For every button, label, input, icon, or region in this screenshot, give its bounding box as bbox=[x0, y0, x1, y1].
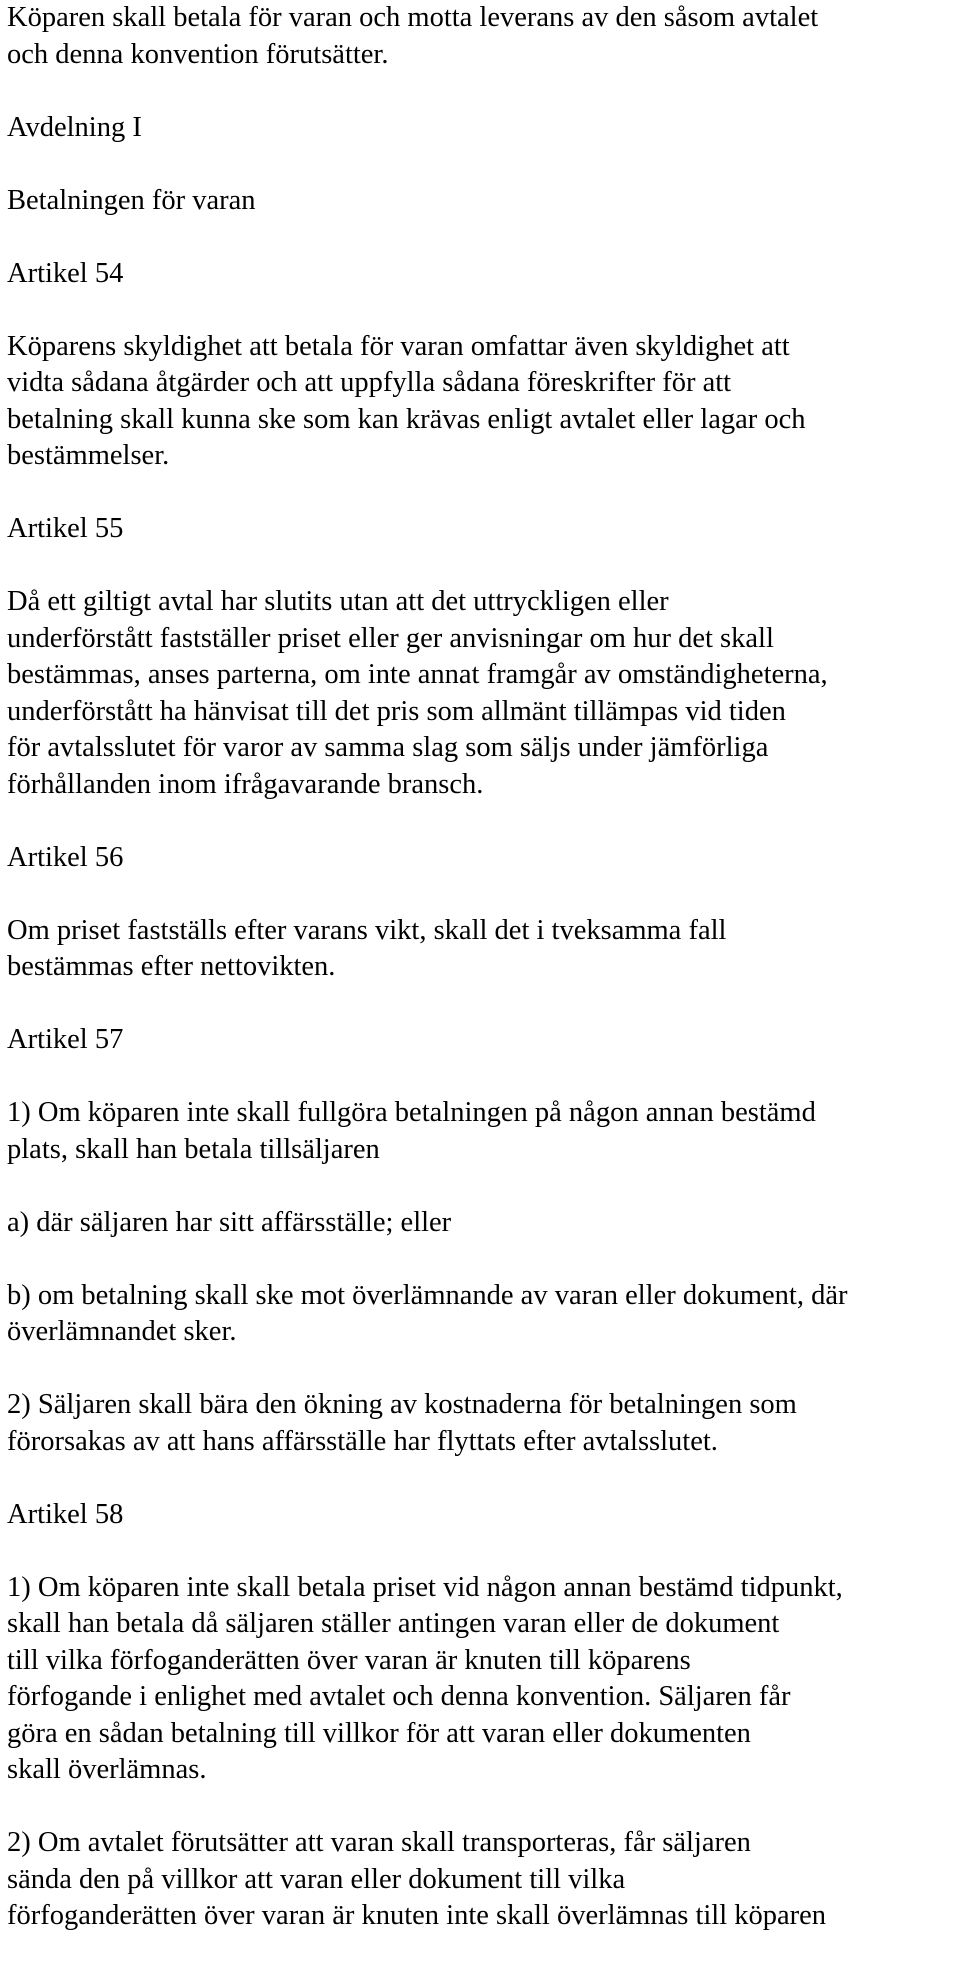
text-line: och denna konvention förutsätter. bbox=[7, 38, 389, 70]
article-58-heading: Artikel 58 bbox=[7, 1498, 124, 1530]
text-line: bestämmas efter nettovikten. bbox=[7, 951, 336, 982]
article-58-paragraph-1 bbox=[7, 1570, 957, 1789]
text-line: bestämmelser. bbox=[7, 440, 170, 471]
article-57-paragraph-1 bbox=[7, 1095, 957, 1168]
text-line: till vilka förfoganderätten över varan är knuten till köparens bbox=[7, 1644, 691, 1676]
article-56-paragraph bbox=[7, 913, 957, 986]
text-line: Köparen skall betala för varan och motta leverans av den såsom avtalet bbox=[7, 2, 819, 33]
text-line: b) om betalning skall ske mot överlämnande av varan eller dokument, där bbox=[7, 1279, 848, 1311]
text-line: vidta sådana åtgärder och att uppfylla sådana föreskrifter för att bbox=[7, 367, 732, 398]
text-line: förfogande i enlighet med avtalet och denna konvention. Säljaren får bbox=[7, 1681, 791, 1712]
text-line: Om priset fastställs efter varans vikt, skall det i tveksamma fall bbox=[7, 914, 727, 946]
article-54-paragraph bbox=[7, 329, 957, 475]
text-line: underförstått ha hänvisat till det pris som allmänt tillämpas vid tiden bbox=[7, 695, 786, 727]
text-line: förfoganderätten över varan är knuten inte skall överlämnas till köparen bbox=[7, 1900, 827, 1931]
text-line: göra en sådan betalning till villkor för att varan eller dokumenten bbox=[7, 1717, 751, 1749]
text-line: plats, skall han betala tillsäljaren bbox=[7, 1133, 380, 1165]
text-line: skall överlämnas. bbox=[7, 1754, 207, 1785]
article-57-paragraph-2 bbox=[7, 1387, 957, 1460]
text-line: förorsakas av att hans affärsställe har flyttats efter avtalsslutet. bbox=[7, 1425, 718, 1457]
text-line: sända den på villkor att varan eller dokument till vilka bbox=[7, 1863, 626, 1895]
text-line: bestämmas, anses parterna, om inte annat framgår av omständigheterna, bbox=[7, 659, 828, 690]
division-heading: Avdelning I bbox=[7, 111, 142, 143]
division-title: Betalningen för varan bbox=[7, 184, 256, 216]
text-line: för avtalsslutet för varor av samma slag som säljs under jämförliga bbox=[7, 732, 769, 763]
intro-paragraph bbox=[7, 0, 957, 73]
text-line: Köparens skyldighet att betala för varan omfattar även skyldighet att bbox=[7, 330, 790, 362]
text-line: 2) Säljaren skall bära den ökning av kostnaderna för betalningen som bbox=[7, 1389, 797, 1420]
text-line: Då ett giltigt avtal har slutits utan att det uttryckligen eller bbox=[7, 586, 669, 617]
article-57-item-b bbox=[7, 1278, 957, 1351]
text-line: 2) Om avtalet förutsätter att varan skall transporteras, får säljaren bbox=[7, 1827, 751, 1858]
article-55-paragraph bbox=[7, 584, 957, 803]
text-line: förhållanden inom ifrågavarande bransch. bbox=[7, 768, 484, 800]
text-line: överlämnandet sker. bbox=[7, 1316, 237, 1347]
article-56-heading: Artikel 56 bbox=[7, 841, 124, 873]
article-57-item-a: a) där säljaren har sitt affärsställe; eller bbox=[7, 1206, 452, 1238]
text-line: 1) Om köparen inte skall betala priset vid någon annan bestämd tidpunkt, bbox=[7, 1571, 843, 1603]
document-page bbox=[7, 0, 957, 1935]
article-55-heading: Artikel 55 bbox=[7, 513, 124, 544]
article-54-heading: Artikel 54 bbox=[7, 257, 124, 289]
article-57-heading: Artikel 57 bbox=[7, 1024, 124, 1055]
text-line: 1) Om köparen inte skall fullgöra betalningen på någon annan bestämd bbox=[7, 1097, 816, 1128]
text-line: skall han betala då säljaren ställer antingen varan eller de dokument bbox=[7, 1608, 780, 1639]
text-line: underförstått fastställer priset eller ger anvisningar om hur det skall bbox=[7, 622, 774, 654]
article-58-paragraph-2 bbox=[7, 1825, 957, 1935]
text-line: betalning skall kunna ske som kan krävas enligt avtalet eller lagar och bbox=[7, 403, 806, 435]
